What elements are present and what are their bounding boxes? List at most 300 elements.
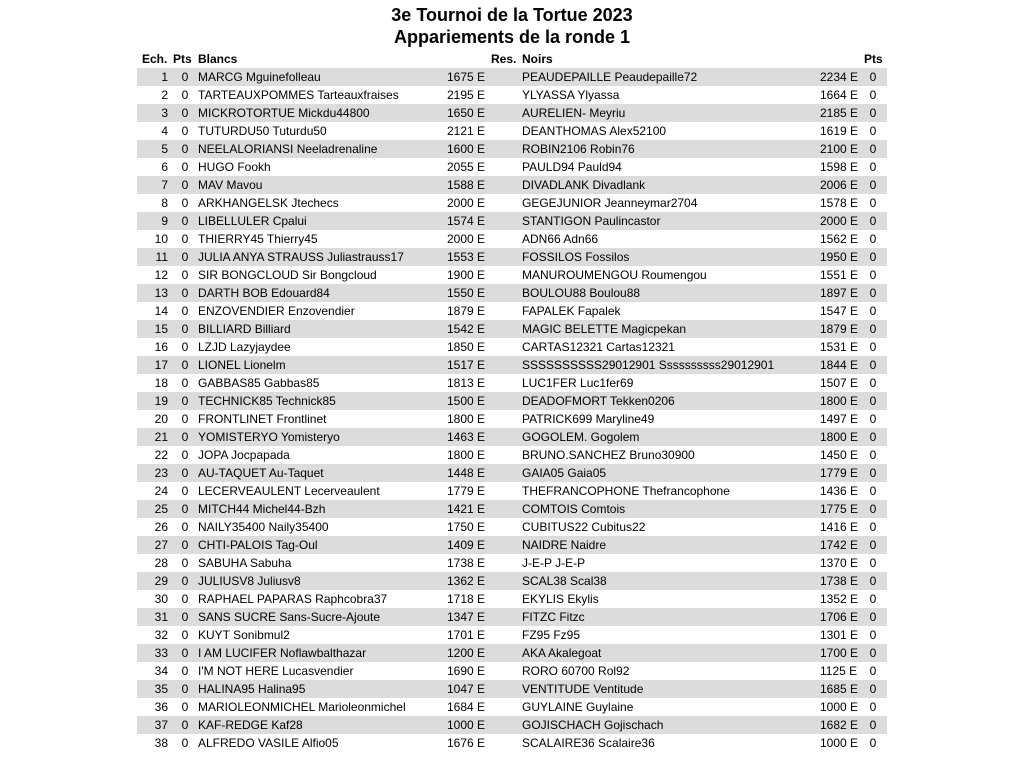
black-rating: 1685 E <box>820 682 859 696</box>
table-row <box>137 212 887 230</box>
black-player: COMTOIS Comtois <box>522 502 626 516</box>
white-rating: 2000 E <box>447 232 486 246</box>
board-number: 2 <box>161 88 168 102</box>
black-points: 0 <box>869 610 877 624</box>
table-row <box>137 140 887 158</box>
black-player: SCAL38 Scal38 <box>522 574 607 588</box>
white-player: JULIA ANYA STRAUSS Juliastrauss17 <box>198 250 404 264</box>
board-number: 9 <box>161 214 168 228</box>
white-rating: 1000 E <box>447 718 486 732</box>
black-points: 0 <box>869 538 877 552</box>
white-rating: 1362 E <box>447 574 486 588</box>
black-player: AKA Akalegoat <box>522 646 602 660</box>
white-player: FRONTLINET Frontlinet <box>198 412 327 426</box>
black-points: 0 <box>869 232 877 246</box>
black-player: ROBIN2106 Robin76 <box>522 142 635 156</box>
black-player: GOJISCHACH Gojischach <box>522 718 664 732</box>
board-number: 13 <box>154 286 168 300</box>
table-row <box>137 590 887 608</box>
black-points: 0 <box>869 412 877 426</box>
white-player: TECHNICK85 Technick85 <box>198 394 336 408</box>
white-rating: 1690 E <box>447 664 486 678</box>
table-row <box>137 374 887 392</box>
black-player: GEGEJUNIOR Jeanneymar2704 <box>522 196 698 210</box>
table-row <box>137 644 887 662</box>
table-row <box>137 734 887 752</box>
black-player: BOULOU88 Boulou88 <box>522 286 641 300</box>
black-player: YLYASSA Ylyassa <box>522 88 620 102</box>
board-number: 7 <box>161 178 168 192</box>
black-points: 0 <box>869 718 877 732</box>
black-rating: 1619 E <box>820 124 859 138</box>
black-rating: 1370 E <box>820 556 859 570</box>
white-player: ALFREDO VASILE Alfio05 <box>198 736 339 750</box>
board-number: 27 <box>154 538 168 552</box>
black-rating: 1779 E <box>820 466 859 480</box>
white-points: 0 <box>181 592 189 606</box>
black-points: 0 <box>869 142 877 156</box>
black-rating: 1125 E <box>820 664 858 678</box>
black-player: MAGIC BELETTE Magicpekan <box>522 322 687 336</box>
white-points: 0 <box>181 340 189 354</box>
black-points: 0 <box>869 502 877 516</box>
white-player: LECERVEAULENT Lecerveaulent <box>198 484 380 498</box>
black-player: AURELIEN- Meyriu <box>522 106 626 120</box>
white-player: NEELALORIANSI Neeladrenaline <box>198 142 378 156</box>
board-number: 21 <box>154 430 168 444</box>
white-points: 0 <box>181 376 189 390</box>
white-points: 0 <box>181 394 189 408</box>
white-rating: 1738 E <box>447 556 486 570</box>
white-player: GABBAS85 Gabbas85 <box>198 376 320 390</box>
white-points: 0 <box>181 250 189 264</box>
table-row <box>137 122 887 140</box>
black-rating: 1436 E <box>820 484 859 498</box>
black-player: EKYLIS Ekylis <box>522 592 599 606</box>
table-row <box>137 500 887 518</box>
white-rating: 1600 E <box>447 142 486 156</box>
white-player: RAPHAEL PAPARAS Raphcobra37 <box>198 592 388 606</box>
page-subtitle: Appariements de la ronde 1 <box>393 27 631 47</box>
board-number: 1 <box>161 70 168 84</box>
white-rating: 2195 E <box>447 88 486 102</box>
black-player: STANTIGON Paulincastor <box>522 214 661 228</box>
white-rating: 1684 E <box>447 700 486 714</box>
header-result: Res. <box>491 52 517 66</box>
black-points: 0 <box>869 196 877 210</box>
black-points: 0 <box>869 682 877 696</box>
white-points: 0 <box>181 700 189 714</box>
black-points: 0 <box>869 178 877 192</box>
white-player: MAV Mavou <box>198 178 263 192</box>
board-number: 8 <box>161 196 168 210</box>
white-rating: 1550 E <box>447 286 486 300</box>
white-player: LZJD Lazyjaydee <box>198 340 291 354</box>
black-rating: 1738 E <box>820 574 859 588</box>
white-rating: 1650 E <box>447 106 486 120</box>
black-rating: 1497 E <box>820 412 859 426</box>
white-rating: 2000 E <box>447 196 486 210</box>
white-rating: 1409 E <box>447 538 486 552</box>
white-rating: 1779 E <box>447 484 486 498</box>
black-points: 0 <box>869 736 877 750</box>
black-player: CARTAS12321 Cartas12321 <box>522 340 675 354</box>
black-points: 0 <box>869 358 877 372</box>
white-rating: 2055 E <box>447 160 486 174</box>
white-points: 0 <box>181 574 189 588</box>
board-number: 35 <box>154 682 168 696</box>
black-rating: 1844 E <box>820 358 859 372</box>
black-points: 0 <box>869 556 877 570</box>
black-player: VENTITUDE Ventitude <box>522 682 644 696</box>
black-points: 0 <box>869 466 877 480</box>
black-rating: 1507 E <box>820 376 859 390</box>
white-rating: 1879 E <box>447 304 486 318</box>
white-points: 0 <box>181 646 189 660</box>
black-points: 0 <box>869 88 877 102</box>
black-rating: 2100 E <box>820 142 859 156</box>
board-number: 38 <box>154 736 168 750</box>
black-points: 0 <box>869 430 877 444</box>
black-rating: 1664 E <box>820 88 859 102</box>
black-player: J-E-P J-E-P <box>522 556 586 570</box>
white-rating: 1500 E <box>447 394 486 408</box>
black-player: CUBITUS22 Cubitus22 <box>522 520 646 534</box>
white-player: ARKHANGELSK Jtechecs <box>198 196 339 210</box>
white-rating: 1463 E <box>447 430 486 444</box>
black-rating: 2000 E <box>820 214 859 228</box>
header-black: Noirs <box>522 52 553 66</box>
black-player: FITZC Fitzc <box>522 610 585 624</box>
black-points: 0 <box>869 376 877 390</box>
white-player: DARTH BOB Edouard84 <box>198 286 330 300</box>
board-number: 20 <box>154 412 168 426</box>
board-number: 37 <box>154 718 168 732</box>
white-points: 0 <box>181 268 189 282</box>
black-points: 0 <box>869 322 877 336</box>
white-points: 0 <box>181 322 189 336</box>
board-number: 24 <box>154 484 168 498</box>
black-points: 0 <box>869 70 877 84</box>
white-player: MICKROTORTUE Mickdu44800 <box>198 106 370 120</box>
white-points: 0 <box>181 718 189 732</box>
board-number: 25 <box>154 502 168 516</box>
black-points: 0 <box>869 106 877 120</box>
black-player: MANUROUMENGOU Roumengou <box>522 268 707 282</box>
black-player: NAIDRE Naidre <box>522 538 607 552</box>
table-header <box>137 50 887 68</box>
black-rating: 1578 E <box>820 196 859 210</box>
black-rating: 1598 E <box>820 160 859 174</box>
black-points: 0 <box>869 304 877 318</box>
black-rating: 1000 E <box>820 736 859 750</box>
white-points: 0 <box>181 466 189 480</box>
white-points: 0 <box>181 520 189 534</box>
header-black-points: Pts <box>864 52 883 66</box>
board-number: 26 <box>154 520 168 534</box>
black-player: FZ95 Fz95 <box>522 628 581 642</box>
white-player: AU-TAQUET Au-Taquet <box>198 466 324 480</box>
board-number: 5 <box>161 142 168 156</box>
black-points: 0 <box>869 394 877 408</box>
table-row <box>137 626 887 644</box>
black-points: 0 <box>869 124 877 138</box>
white-player: NAILY35400 Naily35400 <box>198 520 329 534</box>
white-rating: 1800 E <box>447 412 486 426</box>
white-rating: 1574 E <box>447 214 486 228</box>
white-rating: 1347 E <box>447 610 486 624</box>
white-points: 0 <box>181 736 189 750</box>
black-points: 0 <box>869 646 877 660</box>
black-player: RORO 60700 Rol92 <box>522 664 630 678</box>
board-number: 17 <box>154 358 168 372</box>
black-rating: 1950 E <box>820 250 859 264</box>
black-rating: 1800 E <box>820 430 859 444</box>
white-points: 0 <box>181 70 189 84</box>
white-player: MITCH44 Michel44-Bzh <box>198 502 326 516</box>
table-row <box>137 302 887 320</box>
board-number: 10 <box>154 232 168 246</box>
black-rating: 1547 E <box>820 304 859 318</box>
white-points: 0 <box>181 628 189 642</box>
white-player: HALINA95 Halina95 <box>198 682 306 696</box>
white-rating: 1813 E <box>447 376 486 390</box>
black-player: FOSSILOS Fossilos <box>522 250 630 264</box>
white-rating: 2121 E <box>447 124 486 138</box>
board-number: 16 <box>154 340 168 354</box>
board-number: 19 <box>154 394 168 408</box>
white-rating: 1588 E <box>447 178 486 192</box>
table-row <box>137 446 887 464</box>
white-points: 0 <box>181 124 189 138</box>
black-rating: 1706 E <box>820 610 859 624</box>
white-rating: 1900 E <box>447 268 486 282</box>
white-rating: 1718 E <box>447 592 486 606</box>
black-points: 0 <box>869 484 877 498</box>
table-row <box>137 284 887 302</box>
black-rating: 1897 E <box>820 286 859 300</box>
board-number: 31 <box>154 610 168 624</box>
white-player: KAF-REDGE Kaf28 <box>198 718 303 732</box>
white-points: 0 <box>181 448 189 462</box>
white-points: 0 <box>181 412 189 426</box>
table-row <box>137 680 887 698</box>
board-number: 15 <box>154 322 168 336</box>
black-rating: 1800 E <box>820 394 859 408</box>
black-rating: 1352 E <box>820 592 859 606</box>
board-number: 22 <box>154 448 168 462</box>
white-player: YOMISTERYO Yomisteryo <box>198 430 340 444</box>
white-rating: 1750 E <box>447 520 486 534</box>
black-player: PATRICK699 Maryline49 <box>522 412 655 426</box>
black-points: 0 <box>869 214 877 228</box>
black-rating: 1301 E <box>820 628 859 642</box>
white-rating: 1200 E <box>447 646 486 660</box>
black-rating: 2234 E <box>820 70 859 84</box>
table-row <box>137 158 887 176</box>
black-rating: 1000 E <box>820 700 859 714</box>
table-row <box>137 392 887 410</box>
table-row <box>137 230 887 248</box>
table-row <box>137 104 887 122</box>
white-points: 0 <box>181 106 189 120</box>
white-player: CHTI-PALOIS Tag-Oul <box>198 538 318 552</box>
black-points: 0 <box>869 268 877 282</box>
white-player: SANS SUCRE Sans-Sucre-Ajoute <box>198 610 381 624</box>
black-points: 0 <box>869 628 877 642</box>
white-rating: 1542 E <box>447 322 486 336</box>
table-row <box>137 176 887 194</box>
board-number: 11 <box>155 250 168 264</box>
board-number: 18 <box>154 376 168 390</box>
black-rating: 1450 E <box>820 448 859 462</box>
black-rating: 2185 E <box>820 106 859 120</box>
white-points: 0 <box>181 556 189 570</box>
black-rating: 1551 E <box>820 268 859 282</box>
black-player: GUYLAINE Guylaine <box>522 700 634 714</box>
white-points: 0 <box>181 538 189 552</box>
white-rating: 1850 E <box>447 340 486 354</box>
white-points: 0 <box>181 88 189 102</box>
board-number: 33 <box>154 646 168 660</box>
white-player: JULIUSV8 Juliusv8 <box>198 574 301 588</box>
black-points: 0 <box>869 664 877 678</box>
board-number: 29 <box>154 574 168 588</box>
white-player: TUTURDU50 Tuturdu50 <box>198 124 327 138</box>
white-player: SABUHA Sabuha <box>198 556 292 570</box>
black-player: FAPALEK Fapalek <box>522 304 621 318</box>
board-number: 30 <box>154 592 168 606</box>
white-points: 0 <box>181 682 189 696</box>
white-player: I'M NOT HERE Lucasvendier <box>198 664 354 678</box>
table-row <box>137 194 887 212</box>
white-points: 0 <box>181 142 189 156</box>
table-row <box>137 266 887 284</box>
board-number: 32 <box>154 628 168 642</box>
white-points: 0 <box>181 664 189 678</box>
board-number: 3 <box>161 106 168 120</box>
table-row <box>137 572 887 590</box>
black-player: GOGOLEM. Gogolem <box>522 430 640 444</box>
black-points: 0 <box>869 448 877 462</box>
black-player: GAIA05 Gaia05 <box>522 466 607 480</box>
black-rating: 1416 E <box>820 520 859 534</box>
black-rating: 2006 E <box>820 178 859 192</box>
black-rating: 1879 E <box>820 322 859 336</box>
table-row <box>137 356 887 374</box>
black-player: THEFRANCOPHONE Thefrancophone <box>522 484 730 498</box>
header-white-points: Pts <box>173 52 192 66</box>
board-number: 4 <box>161 124 168 138</box>
board-number: 12 <box>154 268 168 282</box>
board-number: 6 <box>161 160 168 174</box>
white-points: 0 <box>181 160 189 174</box>
black-player: PEAUDEPAILLE Peaudepaille72 <box>522 70 698 84</box>
black-player: DEADOFMORT Tekken0206 <box>522 394 675 408</box>
table-row <box>137 536 887 554</box>
table-row <box>137 428 887 446</box>
black-rating: 1700 E <box>820 646 859 660</box>
white-rating: 1800 E <box>447 448 486 462</box>
white-player: MARCG Mguinefolleau <box>198 70 321 84</box>
black-player: BRUNO.SANCHEZ Bruno30900 <box>522 448 695 462</box>
black-player: SSSSSSSSSS29012901 Ssssssssss29012901 <box>522 358 775 372</box>
black-player: LUC1FER Luc1fer69 <box>522 376 634 390</box>
page-title: 3e Tournoi de la Tortue 2023 <box>391 5 633 25</box>
white-points: 0 <box>181 304 189 318</box>
white-rating: 1701 E <box>447 628 486 642</box>
white-points: 0 <box>181 430 189 444</box>
table-row <box>137 608 887 626</box>
table-row <box>137 716 887 734</box>
white-points: 0 <box>181 502 189 516</box>
white-rating: 1676 E <box>447 736 486 750</box>
black-rating: 1562 E <box>820 232 859 246</box>
white-player: SIR BONGCLOUD Sir Bongcloud <box>198 268 377 282</box>
black-points: 0 <box>869 574 877 588</box>
board-number: 36 <box>154 700 168 714</box>
white-player: I AM LUCIFER Noflawbalthazar <box>198 646 367 660</box>
white-rating: 1517 E <box>447 358 486 372</box>
white-points: 0 <box>181 232 189 246</box>
white-points: 0 <box>181 196 189 210</box>
black-points: 0 <box>869 250 877 264</box>
header-white: Blancs <box>198 52 238 66</box>
table-row <box>137 410 887 428</box>
pairings-table <box>137 68 887 752</box>
table-row <box>137 68 887 86</box>
board-number: 23 <box>154 466 168 480</box>
white-rating: 1421 E <box>447 502 486 516</box>
table-row <box>137 482 887 500</box>
table-row <box>137 698 887 716</box>
black-rating: 1742 E <box>820 538 859 552</box>
black-player: DEANTHOMAS Alex52100 <box>522 124 667 138</box>
white-rating: 1047 E <box>447 682 486 696</box>
table-row <box>137 338 887 356</box>
black-player: DIVADLANK Divadlank <box>522 178 646 192</box>
white-points: 0 <box>181 358 189 372</box>
white-player: MARIOLEONMICHEL Marioleonmichel <box>198 700 406 714</box>
white-rating: 1553 E <box>447 250 486 264</box>
white-points: 0 <box>181 610 189 624</box>
white-player: BILLIARD Billiard <box>198 322 291 336</box>
black-points: 0 <box>869 520 877 534</box>
black-rating: 1531 E <box>820 340 859 354</box>
white-rating: 1675 E <box>447 70 486 84</box>
black-player: SCALAIRE36 Scalaire36 <box>522 736 655 750</box>
black-points: 0 <box>869 340 877 354</box>
board-number: 14 <box>154 304 168 318</box>
board-number: 28 <box>154 556 168 570</box>
table-row <box>137 662 887 680</box>
white-player: ENZOVENDIER Enzovendier <box>198 304 355 318</box>
white-rating: 1448 E <box>447 466 486 480</box>
black-rating: 1682 E <box>820 718 859 732</box>
black-rating: 1775 E <box>820 502 859 516</box>
table-row <box>137 320 887 338</box>
table-row <box>137 464 887 482</box>
white-player: LIBELLULER Cpalui <box>198 214 307 228</box>
white-player: JOPA Jocpapada <box>198 448 290 462</box>
white-player: KUYT Sonibmul2 <box>198 628 290 642</box>
table-row <box>137 554 887 572</box>
table-row <box>137 518 887 536</box>
white-player: THIERRY45 Thierry45 <box>198 232 318 246</box>
board-number: 34 <box>154 664 168 678</box>
black-player: ADN66 Adn66 <box>522 232 599 246</box>
black-points: 0 <box>869 160 877 174</box>
